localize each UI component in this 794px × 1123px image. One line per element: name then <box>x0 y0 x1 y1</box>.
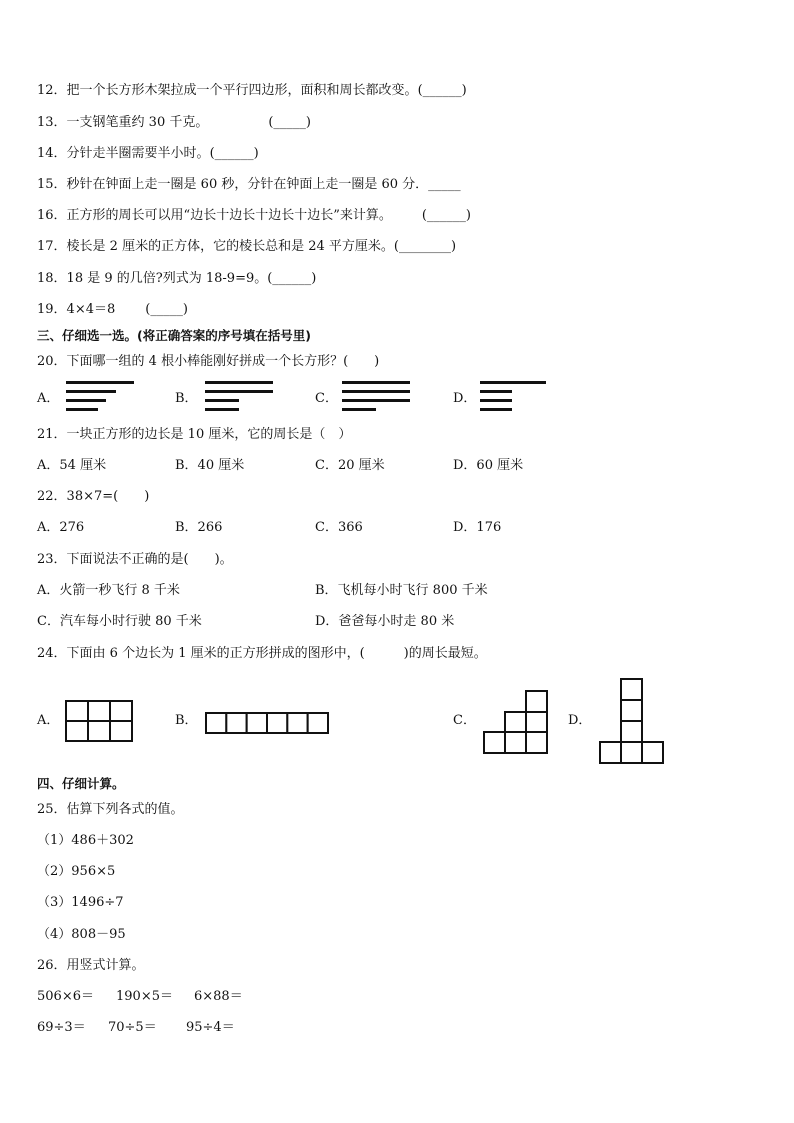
estimate-item-4: （4）808－95 <box>37 927 126 942</box>
question-14 <box>37 146 259 162</box>
option-a-label[interactable]: A． <box>37 713 60 728</box>
question-26: 26．用竖式计算。 <box>37 958 145 973</box>
question-12 <box>37 83 467 99</box>
question-number: 18． <box>37 271 67 286</box>
option-d[interactable]: D．60 厘米 <box>453 458 524 473</box>
answer-blank[interactable]: (______) <box>417 83 467 98</box>
question-text: 正方形的周长可以用“边长十边长十边长十边长”来计算。 <box>66 208 392 223</box>
question-text: 18 是 9 的几倍?列式为 18-9=9。 <box>66 271 268 286</box>
answer-blank[interactable]: _____ <box>428 177 461 192</box>
question-17 <box>37 239 456 255</box>
option-d-label[interactable]: D． <box>568 713 592 728</box>
estimate-item-2: （2）956×5 <box>37 864 116 879</box>
question-18 <box>37 271 316 287</box>
answer-blank[interactable]: (_____) <box>268 115 312 130</box>
option-a[interactable]: A．54 厘米 <box>37 458 107 473</box>
question-25: 25．估算下列各式的值。 <box>37 802 184 817</box>
answer-blank[interactable]: (______) <box>209 146 259 161</box>
stair-shape-option-c <box>484 691 547 753</box>
question-13 <box>37 115 311 131</box>
option-c-label[interactable]: C． <box>315 391 338 406</box>
estimate-item-3: （3）1496÷7 <box>37 895 124 910</box>
answer-blank[interactable]: (________) <box>393 239 457 254</box>
calc-item: 70÷5＝ <box>108 1020 157 1035</box>
answer-blank[interactable]: (______) <box>267 271 317 286</box>
option-c-label[interactable]: C． <box>453 713 476 728</box>
tower-shape-option-d <box>600 679 663 763</box>
option-d[interactable]: D．爸爸每小时走 80 米 <box>315 614 455 629</box>
estimate-item-1: （1）486＋302 <box>37 833 134 848</box>
option-a-label[interactable]: A． <box>37 391 60 406</box>
option-b[interactable]: B．40 厘米 <box>175 458 245 473</box>
question-text: 棱长是 2 厘米的正方体，它的棱长总和是 24 平方厘米。 <box>66 239 394 254</box>
question-text: 一支钢笔重约 30 千克。 <box>66 115 209 130</box>
question-19 <box>37 302 188 318</box>
question-22: 22．38×7=( ) <box>37 489 150 504</box>
question-24: 24．下面由 6 个边长为 1 厘米的正方形拼成的图形中，( )的周长最短。 <box>37 646 487 661</box>
option-a[interactable]: A．276 <box>37 520 85 535</box>
question-23: 23．下面说法不正确的是( )。 <box>37 552 233 567</box>
option-d-label[interactable]: D． <box>453 391 477 406</box>
option-c[interactable]: C．20 厘米 <box>315 458 385 473</box>
strip-shape-option-b <box>206 713 328 733</box>
answer-blank[interactable]: (_____) <box>145 302 188 317</box>
section-heading-4: 四、仔细计算。 <box>37 776 125 791</box>
question-text: 分针走半圈需要半小时。 <box>66 146 210 161</box>
question-16 <box>37 208 471 224</box>
question-text: 4×4＝8 <box>66 302 116 317</box>
question-number: 14． <box>37 146 67 161</box>
question-number: 17． <box>37 239 67 254</box>
option-c[interactable]: C．汽车每小时行驶 80 千米 <box>37 614 202 629</box>
option-b[interactable]: B．266 <box>175 520 223 535</box>
grid-shape-option-a <box>66 701 132 741</box>
option-b-label[interactable]: B． <box>175 713 198 728</box>
calc-item: 69÷3＝ <box>37 1020 86 1035</box>
answer-blank[interactable]: (______) <box>421 208 471 223</box>
calc-item: 6×88＝ <box>194 989 243 1004</box>
question-number: 13． <box>37 115 67 130</box>
question-number: 12． <box>37 83 67 98</box>
question-text: 秒针在钟面上走一圈是 60 秒，分针在钟面上走一圈是 60 分． <box>66 177 429 192</box>
calc-item: 506×6＝ <box>37 989 94 1004</box>
question-number: 15． <box>37 177 67 192</box>
option-a[interactable]: A．火箭一秒飞行 8 千米 <box>37 583 180 598</box>
question-number: 19． <box>37 302 67 317</box>
option-b[interactable]: B．飞机每小时飞行 800 千米 <box>315 583 488 598</box>
question-15 <box>37 177 461 193</box>
calc-item: 95÷4＝ <box>186 1020 235 1035</box>
option-d[interactable]: D．176 <box>453 520 502 535</box>
question-number: 16． <box>37 208 67 223</box>
question-20: 20．下面哪一组的 4 根小棒能刚好拼成一个长方形？( ) <box>37 354 380 369</box>
question-21: 21．一块正方形的边长是 10 厘米，它的周长是（ ） <box>37 427 352 442</box>
option-b-label[interactable]: B． <box>175 391 198 406</box>
question-text: 把一个长方形木架拉成一个平行四边形，面积和周长都改变。 <box>66 83 418 98</box>
calc-item: 190×5＝ <box>116 989 173 1004</box>
section-heading-3: 三、仔细选一选。(将正确答案的序号填在括号里) <box>37 328 311 343</box>
option-c[interactable]: C．366 <box>315 520 363 535</box>
